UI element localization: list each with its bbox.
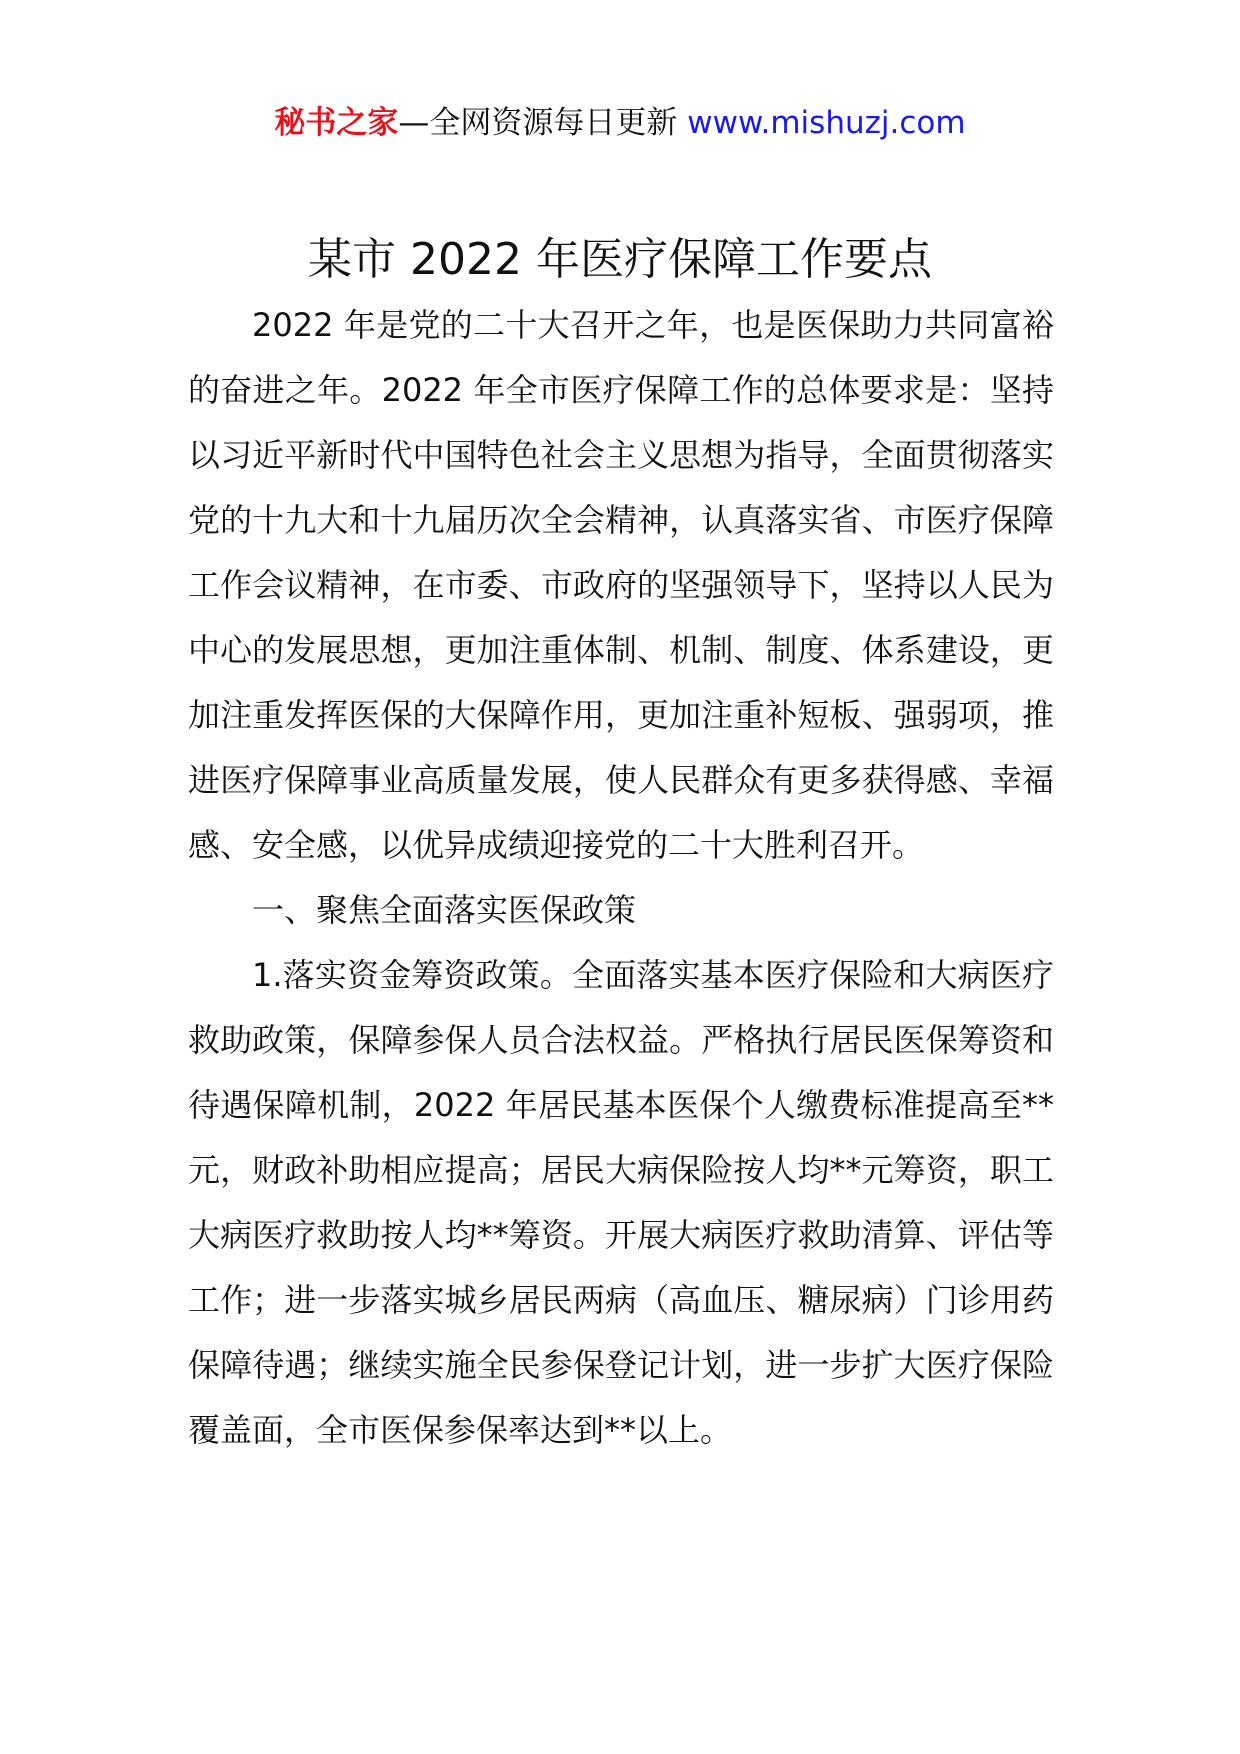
intro-paragraph: 2022 年是党的二十大召开之年，也是医保助力共同富裕的奋进之年。2022 年全市医疗保障工作的总体要求是：坚持以习近平新时代中国特色社会主义思想为指导，全面贯彻落实党的十九大和十九届历次全会精神，认真落实省、市医疗保障工作会议精神，在市委、市政府的坚强领导下，坚持以人民为中心的发展思想，更加注重体制、机制、制度、体系建设，更加注重发挥医保的大保障作用，更加注重补短板、强弱项，推进医疗保障事业高质量发展，使人民群众有更多获得感、幸福感、安全感，以优异成绩迎接党的二十大胜利召开。 (188, 306, 1054, 864)
brand-name: 秘书之家 (274, 105, 399, 141)
policy-paragraph: 1.落实资金筹资政策。全面落实基本医疗保险和大病医疗救助政策，保障参保人员合法权益。严格执行居民医保筹资和待遇保障机制，2022 年居民基本医保个人缴费标准提高至**元，财政补助相应提高；居民大病保险按人均**元筹资，职工大病医疗救助按人均**筹资。开展大病医疗救助清算、评估等工作；进一步落实城乡居民两病（高血压、糖尿病）门诊用药保障待遇；继续实施全民参保登记计划，进一步扩大医疗保险覆盖面，全市医保参保率达到**以上。 (188, 956, 1054, 1449)
document-title: 某市 2022 年医疗保障工作要点 (308, 234, 932, 285)
website-link[interactable]: www.mishuzj.com (687, 105, 966, 141)
document-body (188, 293, 1054, 1463)
site-header (0, 103, 1240, 143)
header-slogan: —全网资源每日更新 (398, 105, 688, 141)
section-heading: 一、聚焦全面落实医保政策 (252, 891, 637, 929)
